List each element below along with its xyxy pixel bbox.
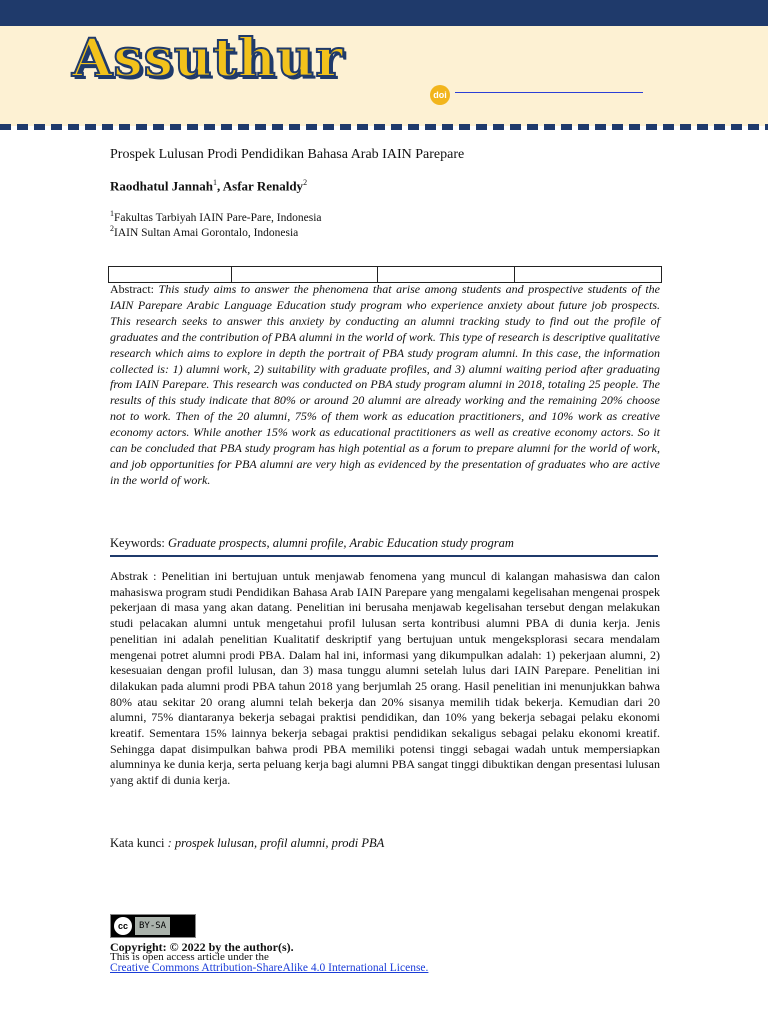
affiliation-sup: 1 xyxy=(110,209,114,218)
journal-logo: Assuthur xyxy=(72,28,344,89)
abstract-english xyxy=(110,282,660,489)
history-cell xyxy=(378,267,516,282)
keywords-indonesian xyxy=(110,836,384,851)
abstrak-text: : Penelitian ini bertujuan untuk menjawab fenomena yang muncul di kalangan mahasiswa dan calon mahasiswa program studi Pendidikan Bahasa Arab IAIN Parepare yang mengalami kegelisahan mengenai prospek pekerjaan di masa yang akan datang. Penelitian ini berusaha menjawab kegelisahan tersebut dengan melakukan studi pelacakan alumni untuk mengetahui profil lulusan serta kontribusi alumni PBA di dunia kerja. Jenis penelitian ini adalah penelitian Kualitatif deskriptif yang bertujuan untuk mengeksplorasi secara mendalam mengenai potret alumni prodi PBA. Dalam hal ini, informasi yang dikumpulkan adalah: 1) pekerjaan alumni, 2) kesesuaian dengan profil lulusan, dan 3) masa tunggu alumni setelah lulus dari IAIN Parepare. Penelitian ini dilakukan pada alumni prodi PBA tahun 2018 yang berjumlah 25 orang. Hasil penelitian ini menunjukkan bahwa 80% atau sekitar 20 orang alumni telah bekerja dan 20% sisanya memilih tidak bekerja. Kemudian dari 20 alumni, 75% diantaranya bekerja sebagai praktisi pendidikan, dan 10% yang bekerja sebagai pelaku ekonomi kreatif. Sementara 15% lainnya bekerja sebagai praktisi pendidikan sekaligus sebagai pelaku ekonomi kreatif. Sehingga dapat disimpulkan bahwa prodi PBA memiliki potensi tinggi sebagai wadah untuk mempersiapkan alumninya ke dunia kerja, serta peluang kerja bagi alumni PBA sangat tinggi dibuktikan dengan presentasi lulusan yang aktif di dunia kerja. xyxy=(110,569,660,788)
section-divider xyxy=(110,555,658,557)
doi-link[interactable] xyxy=(455,92,643,93)
history-cell xyxy=(232,267,378,282)
top-navy-bar xyxy=(0,0,768,26)
license-link[interactable]: Creative Commons Attribution-ShareAlike 4.0 International License. xyxy=(110,962,429,974)
cc-badge-text: BY-SA xyxy=(135,917,170,935)
author-name: Raodhatul Jannah xyxy=(110,178,213,194)
affiliation xyxy=(110,224,298,239)
kata-kunci-label: Kata kunci xyxy=(110,836,165,850)
abstract-indonesian xyxy=(110,569,660,789)
header-dashed-border xyxy=(0,124,768,130)
author-list xyxy=(110,178,307,194)
affiliation-sup: 2 xyxy=(110,224,114,233)
history-cell xyxy=(515,267,661,282)
cc-by-sa-badge[interactable] xyxy=(110,914,196,938)
copyright-text: Copyright: © 2022 by the author(s). xyxy=(110,940,294,954)
author-sup: 2 xyxy=(303,178,308,187)
keywords-value: Graduate prospects, alumni profile, Arabic Education study program xyxy=(167,536,514,550)
open-access-text: This is open access article under the xyxy=(110,951,269,963)
article-title: Prospek Lulusan Prodi Pendidikan Bahasa Arab IAIN Parepare xyxy=(110,147,465,162)
keywords-english xyxy=(110,536,514,551)
cc-icon: cc xyxy=(114,917,132,935)
author-name: Asfar Renaldy xyxy=(222,178,304,194)
affiliation-text: IAIN Sultan Amai Gorontalo, Indonesia xyxy=(114,226,299,239)
affiliation-text: Fakultas Tarbiyah IAIN Pare-Pare, Indonesia xyxy=(114,211,322,224)
abstract-text: This study aims to answer the phenomena that arise among students and prospective students of the IAIN Parepare Arabic Language Education study program who experience anxiety about future job prospects. This research seeks to answer this anxiety by conducting an alumni tracking study to find out the profile of graduates and the contribution of PBA alumni in the world of work. This type of research is descriptive qualitative research which aims to explore in depth the portrait of PBA study program alumni. In this case, the information collected is: 1) alumni work, 2) suitability with graduate profiles, and 3) alumni waiting period after graduating from IAIN Parepare. This research was conducted on PBA study program alumni in 2018, totaling 25 people. The results of this study indicate that 80% or around 20 alumni are already working and the remaining 20% choose not to work. Then of the 20 alumni, 75% of them work as education practitioners, and 10% work as creative economy actors. While another 15% work as educational practitioners as well as creative economy actors. So it can be concluded that PBA study program has high potential as a forum to prepare alumni for the world of work, and job opportunities for PBA alumni are very high as evidenced by the presentation of graduates who are active in the world of work. xyxy=(110,282,660,487)
history-cell xyxy=(109,267,232,282)
author-separator: , xyxy=(216,178,223,194)
doi-icon[interactable]: doi xyxy=(430,85,450,105)
article-history-table xyxy=(108,266,662,283)
abstrak-label: Abstrak xyxy=(110,569,148,583)
affiliation xyxy=(110,209,322,224)
author-sup: 1 xyxy=(212,178,217,187)
kata-kunci-value: : prospek lulusan, profil alumni, prodi PBA xyxy=(167,836,385,850)
abstract-label: Abstract: xyxy=(110,282,154,296)
keywords-label: Keywords: xyxy=(110,536,165,550)
